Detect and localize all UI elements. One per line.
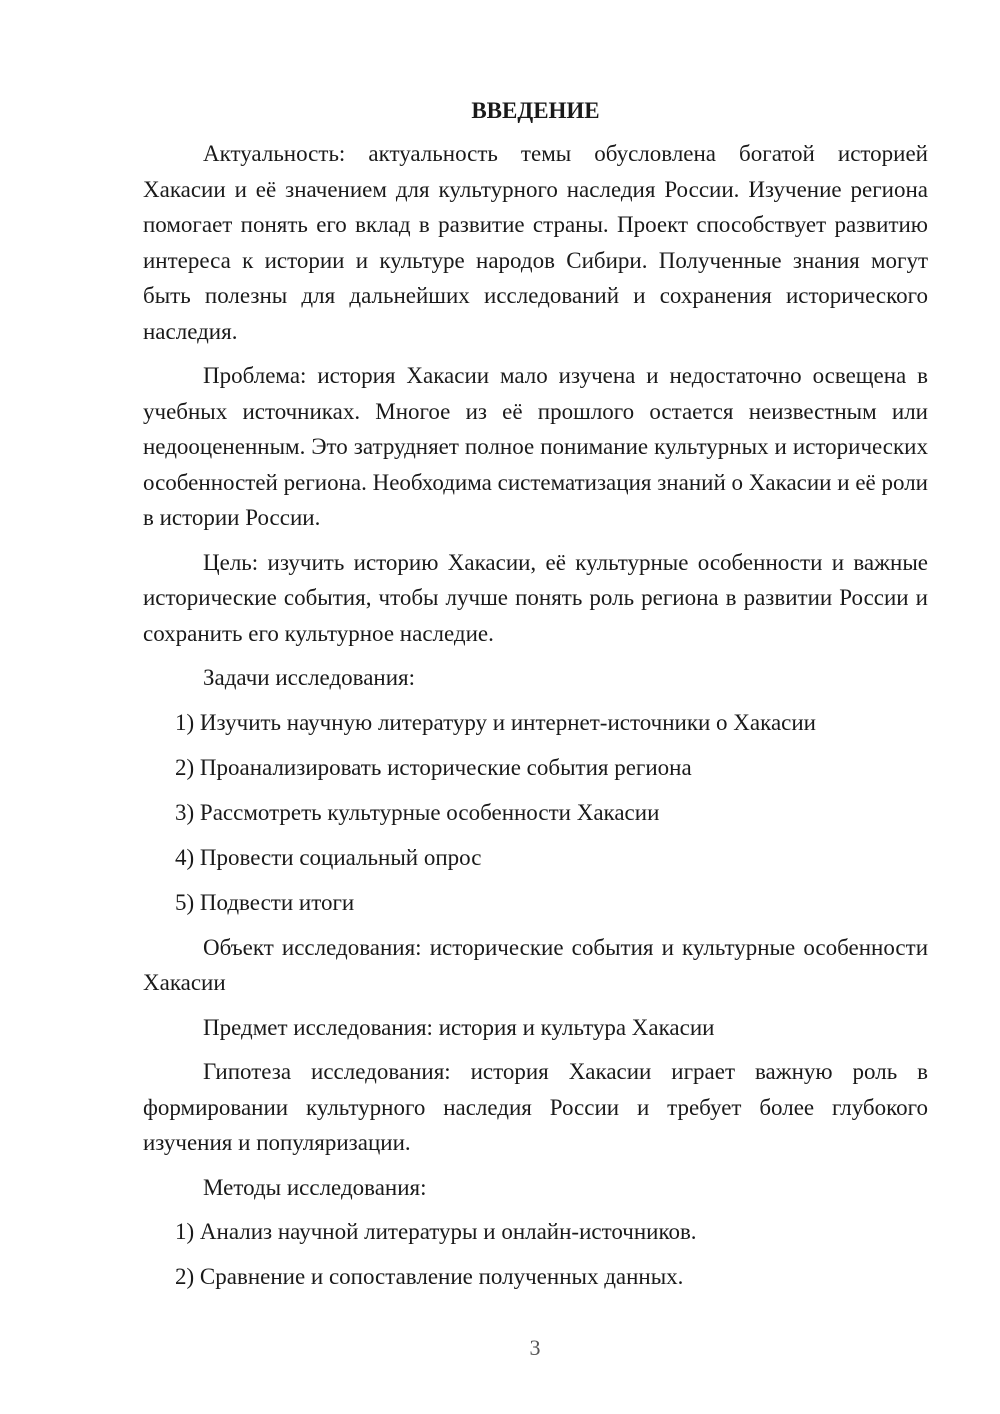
page-number: 3 xyxy=(529,1335,541,1360)
task-item-3: 3) Рассмотреть культурные особенности Хакасии xyxy=(175,799,660,825)
section-title: ВВЕДЕНИЕ xyxy=(471,98,600,123)
object-paragraph: Объект исследования: исторические события и культурные особенности Хакасии xyxy=(143,934,928,995)
task-item-4: 4) Провести социальный опрос xyxy=(175,844,482,870)
tasks-label: Задачи исследования: xyxy=(203,665,416,690)
methods-label: Методы исследования: xyxy=(203,1174,427,1200)
method-item-1: 1) Анализ научной литературы и онлайн-источников. xyxy=(175,1219,697,1244)
task-item-2: 2) Проанализировать исторические события региона xyxy=(175,754,692,780)
relevance-paragraph: Актуальность: актуальность темы обусловлена богатой историей Хакасии и её значением для культурного наследия России. Изучение региона помогает понять его вклад в развитие страны. Проект способствует развитию интереса к истории и культуре народов Сибири. Полученные знания могут быть полезны для дальнейших исследований и сохранения исторического наследия. xyxy=(143,141,928,344)
subject-paragraph: Предмет исследования: история и культура Хакасии xyxy=(203,1014,715,1040)
task-item-5: 5) Подвести итоги xyxy=(175,889,355,915)
problem-paragraph: Проблема: история Хакасии мало изучена и недостаточно освещена в учебных источниках. Многое из её прошлого остается неизвестным или недооцененным. Это затрудняет полное понимание культурных и исторических особенностей региона. Необходима систематизация знаний о Хакасии и её роли в истории России. xyxy=(143,363,928,530)
hypothesis-paragraph: Гипотеза исследования: история Хакасии играет важную роль в формировании культурного наследия России и требует более глубокого изучения и популяризации. xyxy=(143,1059,928,1155)
goal-paragraph: Цель: изучить историю Хакасии, её культурные особенности и важные исторические события, чтобы лучше понять роль региона в развитии России и сохранить его культурное наследие. xyxy=(143,549,928,646)
method-item-2: 2) Сравнение и сопоставление полученных данных. xyxy=(175,1264,684,1289)
task-item-1: 1) Изучить научную литературу и интернет-источники о Хакасии xyxy=(175,709,816,735)
document-page xyxy=(143,96,928,1304)
